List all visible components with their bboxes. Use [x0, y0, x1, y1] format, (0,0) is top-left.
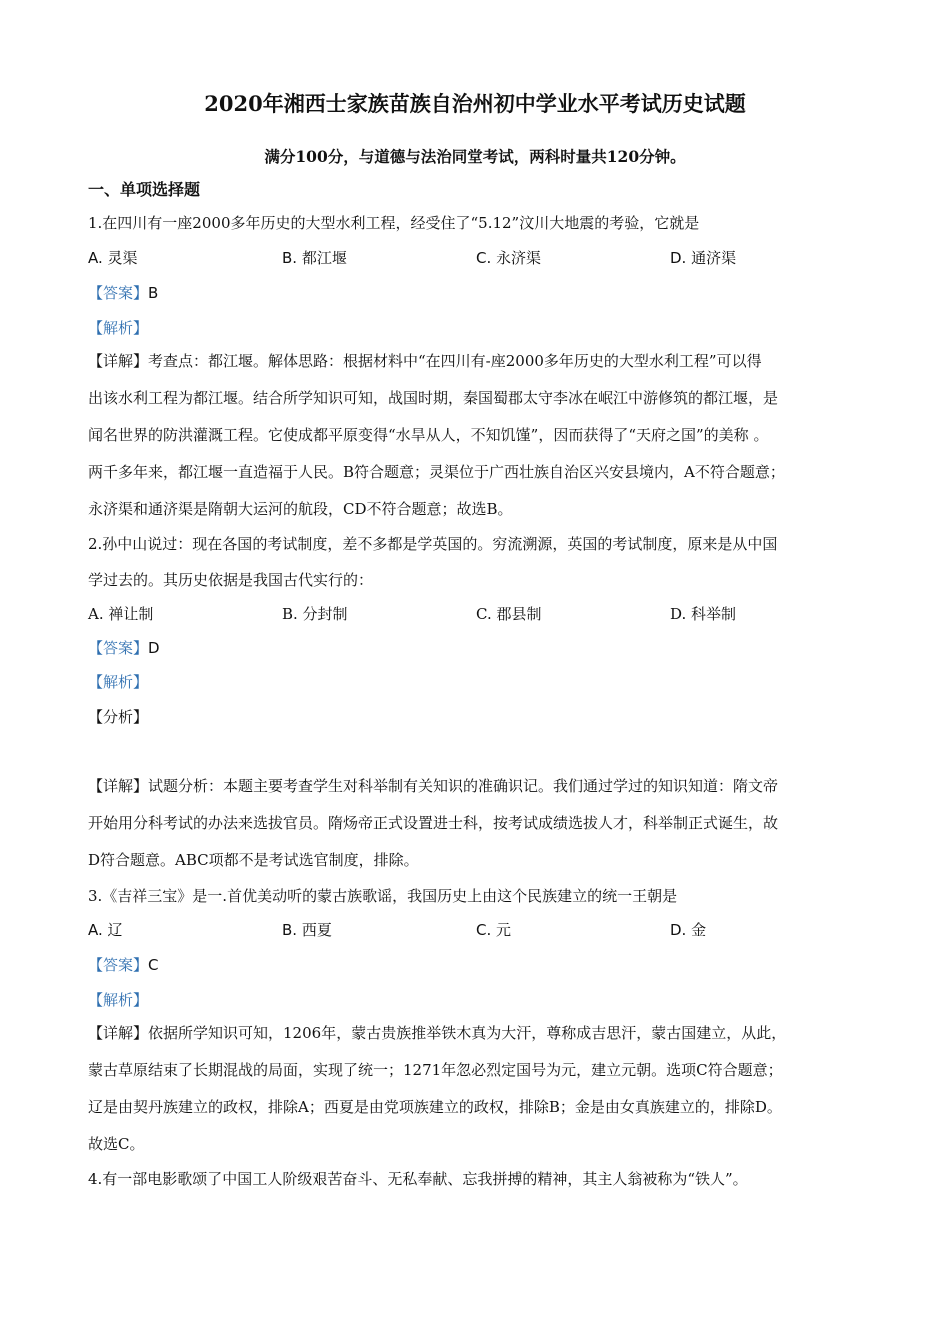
- page-subtitle: 满分100分，与道德与法治同堂考试，两科时量共120分钟。: [264, 147, 686, 166]
- question-3-detail-line: [88, 1022, 786, 1043]
- question-1-option-a: A. 灵渠: [88, 249, 138, 267]
- question-3-stem: 3.《吉祥三宝》是一.首优美动听的蒙古族歌谣，我国历史上由这个民族建立的统一王朝是: [88, 887, 678, 905]
- question-1-option-b: B. 都江堰: [282, 249, 347, 267]
- answer-label: 【答案】: [88, 284, 149, 302]
- question-2-option-b: B. 分封制: [282, 605, 348, 623]
- question-3-answer: [88, 954, 159, 975]
- answer-value: B: [148, 284, 159, 302]
- question-2-detail-line: D符合题意。ABC项都不是考试选官制度，排除。: [88, 851, 419, 869]
- detail-text: 试题分析：本题主要考查学生对科举制有关知识的准确识记。我们通过学过的知识知道：隋文帝: [148, 777, 779, 795]
- question-3-detail-line: 故选C。: [88, 1135, 145, 1153]
- question-2-analysis-label: 【解析】: [88, 673, 149, 691]
- detail-text: 考查点：都江堰。解体思路：根据材料中“在四川有-座2000多年历史的大型水利工程”可以得: [148, 352, 762, 370]
- question-1-detail-line: 出该水利工程为都江堰。结合所学知识可知，战国时期，秦国蜀郡太守李冰在岷江中游修筑的都江堰，是: [88, 389, 779, 407]
- question-3-option-b: B. 西夏: [282, 921, 332, 939]
- question-3-detail-line: 辽是由契丹族建立的政权，排除A；西夏是由党项族建立的政权，排除B；金是由女真族建立的，排除D。: [88, 1098, 782, 1116]
- question-1-detail-line: 闻名世界的防洪灌溉工程。它使成都平原变得“水旱从人，不知饥馑”，因而获得了“天府之国”的美称 。: [88, 426, 769, 444]
- question-3-analysis-label: 【解析】: [88, 991, 149, 1009]
- question-1-option-c: C. 永济渠: [476, 249, 542, 267]
- question-1-stem: 1.在四川有一座2000多年历史的大型水利工程，经受住了“5.12”汶川大地震的考验，它就是: [88, 214, 700, 232]
- answer-label: 【答案】: [88, 639, 149, 657]
- question-1-detail-line: 永济渠和通济渠是隋朝大运河的航段，CD不符合题意；故选B。: [88, 500, 513, 518]
- question-3-option-a: A. 辽: [88, 921, 123, 939]
- answer-value: D: [148, 639, 160, 657]
- question-2-option-d: D. 科举制: [670, 605, 737, 623]
- question-2-detail-line: [88, 775, 778, 796]
- section-heading: 一、单项选择题: [88, 180, 201, 199]
- detail-label: 【详解】: [88, 777, 149, 795]
- question-2-answer: [88, 637, 160, 658]
- answer-value: C: [148, 956, 159, 974]
- question-2-detail-line: 开始用分科考试的办法来选拔官员。隋炀帝正式设置进士科，按考试成绩选拔人才，科举制正式诞生，故: [88, 814, 779, 832]
- question-1-detail-line: [88, 350, 762, 371]
- question-2-option-a: A. 禅让制: [88, 605, 154, 623]
- question-3-option-d: D. 金: [670, 921, 707, 939]
- page-title: 2020年湘西士家族苗族自治州初中学业水平考试历史试题: [204, 91, 746, 116]
- detail-label: 【详解】: [88, 1024, 149, 1042]
- question-2-stem: 学过去的。其历史依据是我国古代实行的：: [88, 571, 374, 589]
- question-2-stem: 2.孙中山说过：现在各国的考试制度，差不多都是学英国的。穷流溯源，英国的考试制度，原来是从中国: [88, 535, 778, 553]
- question-3-detail-line: 蒙古草原结束了长期混战的局面，实现了统一；1271年忽必烈定国号为元，建立元朝。选项C符合题意；: [88, 1061, 783, 1079]
- question-3-option-c: C. 元: [476, 921, 512, 939]
- answer-label: 【答案】: [88, 956, 149, 974]
- detail-text: 依据所学知识可知，1206年，蒙古贵族推举铁木真为大汗，尊称成吉思汗，蒙古国建立，从此，: [148, 1024, 787, 1042]
- detail-label: 【详解】: [88, 352, 149, 370]
- question-4-stem: 4.有一部电影歌颂了中国工人阶级艰苦奋斗、无私奉献、忘我拼搏的精神，其主人翁被称为“铁人”。: [88, 1170, 748, 1188]
- question-1-detail-line: 两千多年来，都江堰一直造福于人民。B符合题意；灵渠位于广西壮族自治区兴安县境内，A不符合题意；: [88, 463, 785, 481]
- question-2-option-c: C. 郡县制: [476, 605, 542, 623]
- question-1-analysis-label: 【解析】: [88, 319, 149, 337]
- question-1-answer: [88, 282, 158, 303]
- question-2-fenxi-label: 【分析】: [88, 708, 149, 726]
- question-1-option-d: D. 通济渠: [670, 249, 737, 267]
